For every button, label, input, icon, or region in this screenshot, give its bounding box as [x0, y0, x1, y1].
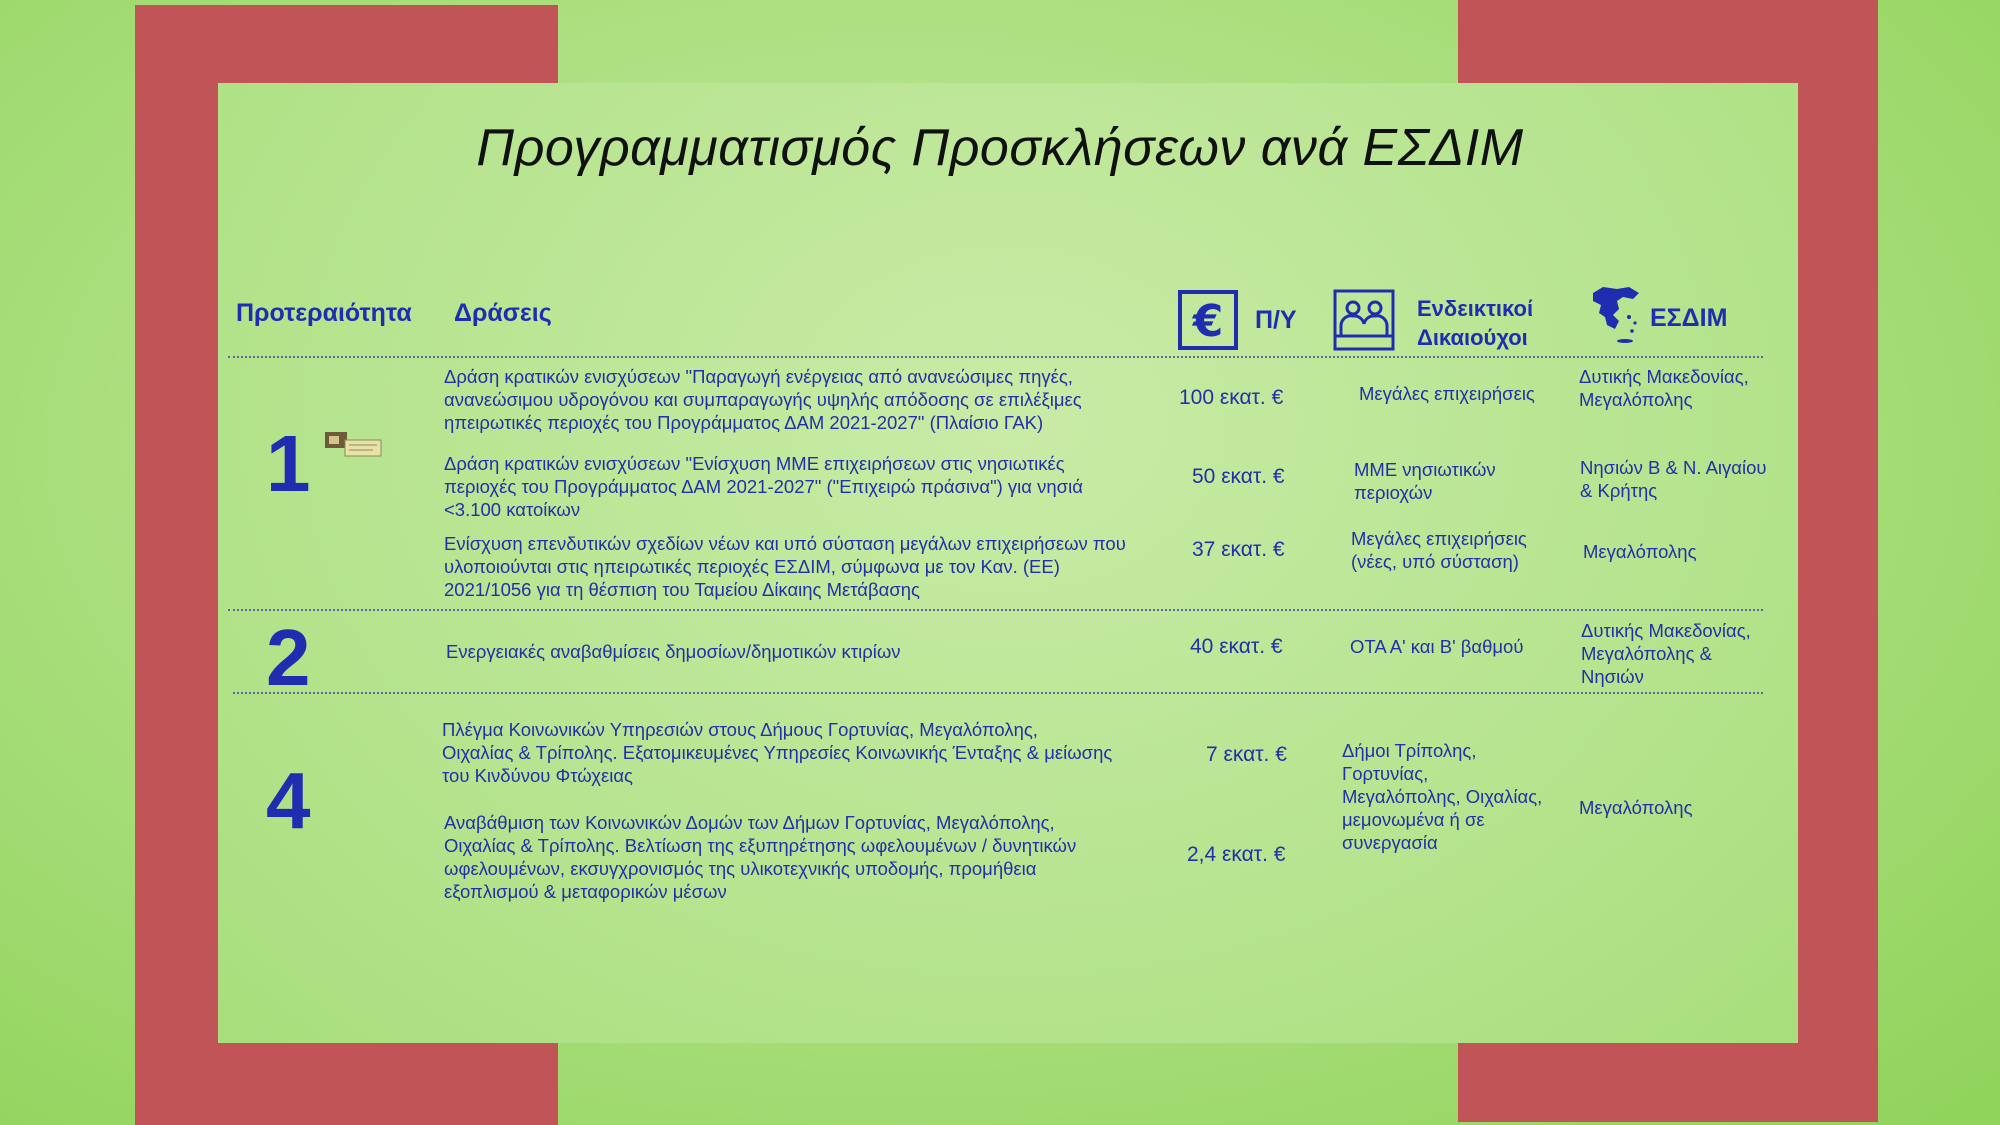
people-icon [1332, 288, 1396, 357]
header-budget: Π/Υ [1255, 306, 1297, 334]
frame-bottom-right [1458, 1040, 1878, 1122]
p1-row1-region [1579, 365, 1749, 411]
p2-row1-beneficiaries [1350, 635, 1523, 658]
beneficiary-line: μεμονωμένα ή σε [1342, 809, 1485, 830]
beneficiary-line: περιοχών [1354, 482, 1433, 503]
region-line: Νησιών [1581, 666, 1644, 687]
action-line: Ενίσχυση επενδυτικών σχεδίων νέων και υπό σύσταση μεγάλων επιχειρήσεων που [444, 533, 1126, 554]
p1-row3-budget: 37 εκατ. € [1192, 538, 1285, 561]
header-beneficiaries-line2: Δικαιούχοι [1417, 325, 1528, 350]
action-line: Δράση κρατικών ενισχύσεων "Ενίσχυση ΜΜΕ επιχειρήσεων στις νησιωτικές [444, 453, 1065, 474]
beneficiary-line: Μεγαλόπολης, Οιχαλίας, [1342, 786, 1543, 807]
p4-region [1579, 796, 1693, 819]
beneficiary-line: Δήμοι Τρίπολης, [1342, 740, 1477, 761]
action-line: <3.100 κατοίκων [444, 499, 581, 520]
separator-header [228, 356, 1763, 358]
p1-row2-beneficiaries [1354, 458, 1496, 504]
region-line: Μεγαλόπολης [1579, 389, 1693, 410]
header-priority: Προτεραιότητα [236, 299, 412, 327]
action-line: περιοχές του Προγράμματος ΔΑΜ 2021-2027" ("Επιχειρώ πράσινα") για νησιά [444, 476, 1083, 497]
action-line: Δράση κρατικών ενισχύσεων "Παραγωγή ενέργειας από ανανεώσιμες πηγές, [444, 366, 1073, 387]
action-line: Αναβάθμιση των Κοινωνικών Δομών των Δήμων Γορτυνίας, Μεγαλόπολης, [444, 812, 1055, 833]
p1-row1-budget: 100 εκατ. € [1179, 386, 1284, 409]
action-line: Οιχαλίας & Τρίπολης. Βελτίωση της εξυπηρέτησης ωφελουμένων / δυνητικών [444, 835, 1077, 856]
action-line: εξοπλισμού & μεταφορικών μέσων [444, 881, 727, 902]
p1-row2-budget: 50 εκατ. € [1192, 465, 1285, 488]
thumbnail-image-icon [323, 430, 383, 463]
beneficiary-line: ΜΜΕ νησιωτικών [1354, 459, 1496, 480]
header-actions: Δράσεις [454, 299, 552, 327]
p2-row1-action [446, 640, 901, 663]
region-line: Μεγαλόπολης [1579, 797, 1693, 818]
p1-row3-region [1583, 540, 1697, 563]
region-line: Δυτικής Μακεδονίας, [1579, 366, 1749, 387]
p2-row1-region [1581, 619, 1751, 688]
region-line: Μεγαλόπολης [1583, 541, 1697, 562]
action-line: Πλέγμα Κοινωνικών Υπηρεσιών στους Δήμους Γορτυνίας, Μεγαλόπολης, [442, 719, 1038, 740]
region-line: Μεγαλόπολης & [1581, 643, 1712, 664]
beneficiary-line: Γορτυνίας, [1342, 763, 1429, 784]
header-region: ΕΣΔΙΜ [1650, 304, 1728, 332]
action-line: του Κινδύνου Φτώχειας [442, 765, 633, 786]
action-line: 2021/1056 για τη θέσπιση του Ταμείου Δίκαιης Μετάβασης [444, 579, 920, 600]
frame-bottom-left [135, 1043, 558, 1125]
p4-row2-action [444, 811, 1076, 903]
action-line: Ενεργειακές αναβαθμίσεις δημοσίων/δημοτικών κτιρίων [446, 641, 901, 662]
beneficiary-line: ΟΤΑ Α' και Β' βαθμού [1350, 636, 1524, 657]
p1-row2-region [1580, 456, 1767, 502]
p4-row1-budget: 7 εκατ. € [1206, 743, 1287, 766]
priority-4-number: 4 [266, 756, 311, 845]
action-line: ανανεώσιμου υδρογόνου και συμπαραγωγής υψηλής απόδοσης σε επιλέξιμες [444, 389, 1082, 410]
beneficiary-line: (νέες, υπό σύσταση) [1351, 551, 1519, 572]
p4-row1-action [442, 718, 1112, 787]
p4-beneficiaries [1342, 739, 1542, 854]
p4-row2-budget: 2,4 εκατ. € [1187, 843, 1286, 866]
greece-map-icon [1585, 283, 1647, 350]
page-title: Προγραμματισμός Προσκλήσεων ανά ΕΣΔΙΜ [476, 119, 1524, 177]
action-line: ηπειρωτικές περιοχές του Προγράμματος ΔΑΜ 2021-2027" (Πλαίσιο ΓΑΚ) [444, 412, 1044, 433]
p1-row1-action [444, 365, 1082, 434]
p1-row3-beneficiaries [1351, 527, 1527, 573]
beneficiary-line: συνεργασία [1342, 832, 1438, 853]
action-line: υλοποιούνται στις ηπειρωτικές περιοχές ΕΣΔΙΜ, σύμφωνα με τον Καν. (ΕΕ) [444, 556, 1060, 577]
region-line: Δυτικής Μακεδονίας, [1581, 620, 1751, 641]
euro-icon [1178, 290, 1238, 355]
svg-text:€: € [1192, 296, 1224, 347]
priority-2-number: 2 [266, 613, 311, 702]
action-line: ωφελουμένων, εκσυγχρονισμός της υλικοτεχνικής υποδομής, προμήθεια [444, 858, 1037, 879]
action-line: Οιχαλίας & Τρίπολης. Εξατομικευμένες Υπηρεσίες Κοινωνικής Ένταξης & μείωσης [442, 742, 1113, 763]
beneficiary-line: Μεγάλες επιχειρήσεις [1351, 528, 1527, 549]
separator-p1-p2 [228, 609, 1763, 611]
beneficiary-line: Μεγάλες επιχειρήσεις [1359, 383, 1535, 404]
p1-row1-beneficiaries [1359, 382, 1535, 405]
header-beneficiaries-line1: Ενδεικτικοί [1417, 296, 1534, 321]
region-line: Νησιών Β & Ν. Αιγαίου [1580, 457, 1767, 478]
p1-row3-action [444, 532, 1126, 601]
p1-row2-action [444, 452, 1083, 521]
p2-row1-budget: 40 εκατ. € [1190, 635, 1283, 658]
region-line: & Κρήτης [1580, 480, 1658, 501]
separator-p2-p4 [233, 692, 1763, 694]
priority-1-number: 1 [266, 419, 311, 508]
